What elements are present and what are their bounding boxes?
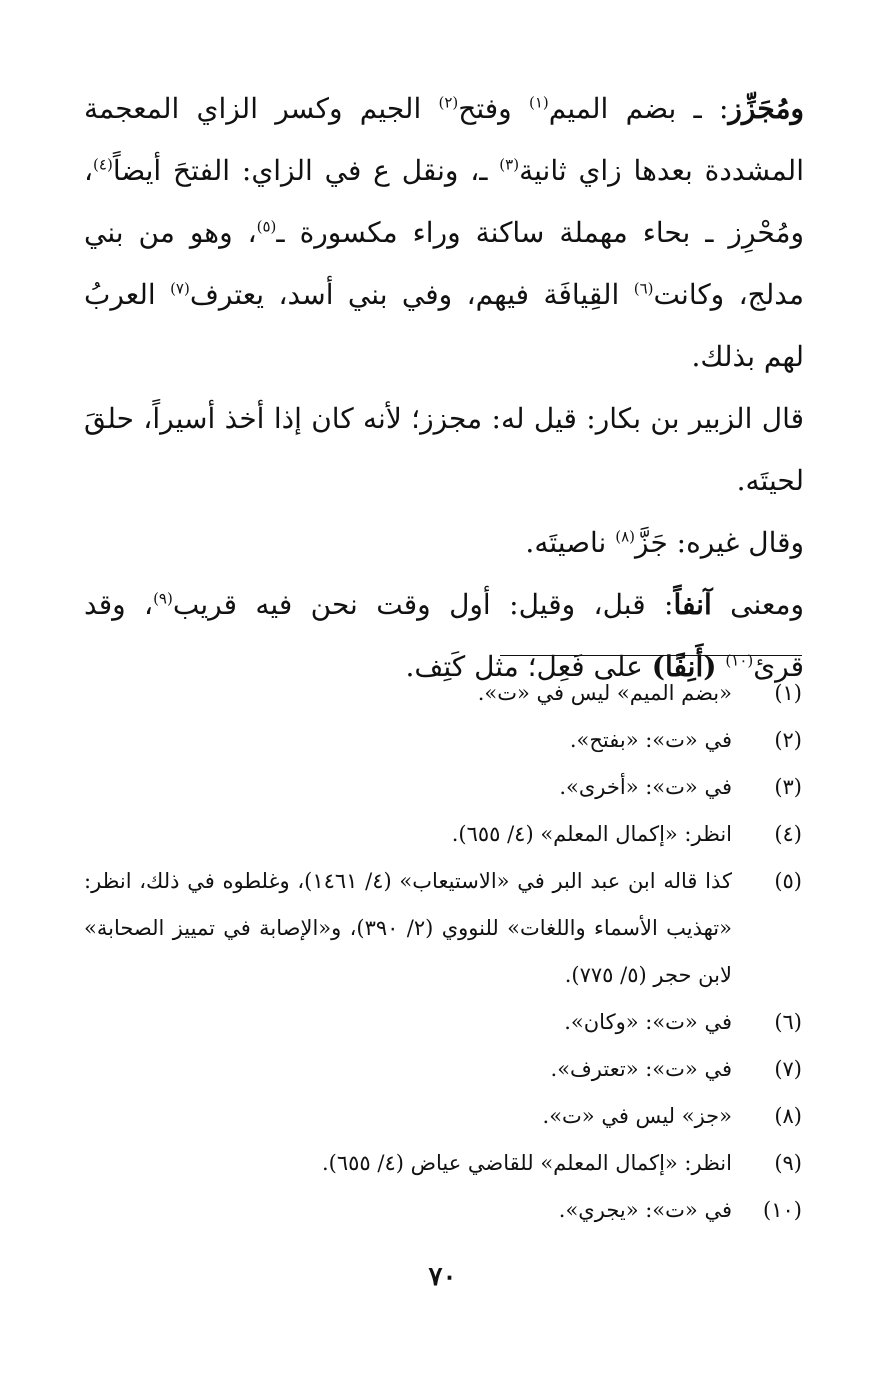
quran-reading: (أَنِفًا) [651,650,717,683]
footnote-ref-3: (٣) [499,155,520,174]
footnote-separator [500,655,802,656]
footnote [84,1187,802,1234]
paragraph-mujazziz: ومُجَزِّز: ـ بضم الميم$^{(١)}$ وفتح$^{(٢)}$ الجيم وكسر الزاي المعجمة المشددة بعدها زاي ثانية$^{(٣)}$ ـ، ونقل ع في الزاي: الفتحَ أيضاً$^{(٤)}$، ومُحْرِز ـ بحاء مهملة ساكنة وراء مكسورة ـ$^{(٥)}$، وهو من بني مدلج، وكانت$^{(٦)}$ القِيافَة فيهم، وفي بني أسد، يعترف$^{(٧)}$ العربُ لهم بذلك. [84,92,804,373]
footnote [84,999,802,1046]
footnote-text: كذا قاله ابن عبد البر في «الاستيعاب» (٤/ ١٤٦١)، وغلطوه في ذلك، انظر: «تهذيب الأسماء واللغات» للنووي (٢/ ٣٩٠)، و«الإصابة في تمييز الصحابة» لابن حجر (٥/ ٧٧٥). [84,869,732,987]
footnote [84,717,802,764]
footnote [84,670,802,717]
footnote-ref-2: (٢) [438,93,459,112]
footnote-number: (٢) [774,728,802,752]
paragraph-anifan: ومعنى آنفاً: قبل، وقيل: أول وقت نحن فيه قريب$^{(٩)}$، وقد قرئ$^{(١٠)}$ (أَنِفًا) على فَعِل؛ مثل كَتِف. [84,588,804,683]
footnote-number: (٦) [774,1010,802,1034]
footnote-text: انظر: «إكمال المعلم» (٤/ ٦٥٥). [451,822,732,846]
footnote-ref-6: (٦) [633,279,654,298]
footnote [84,1140,802,1187]
footnote-text: انظر: «إكمال المعلم» للقاضي عياض (٤/ ٦٥٥). [321,1151,732,1175]
footnote-text: في «ت»: «وكان». [564,1010,732,1034]
footnotes [84,670,802,1234]
footnote-text: في «ت»: «تعترف». [550,1057,732,1081]
footnote-text: في «ت»: «بفتح». [569,728,732,752]
footnote-number: (٨) [774,1104,802,1128]
footnote [84,858,802,999]
footnote-ref-7: (٧) [170,279,190,298]
footnote [84,811,802,858]
footnote [84,764,802,811]
footnote-text: «جز» ليس في «ت». [542,1104,732,1128]
footnote-ref-9: (٩) [153,589,173,608]
footnote-ref-5: (٥) [256,217,277,236]
footnote-number: (٣) [774,775,802,799]
paragraph-other-saying: وقال غيره: جَزَّ$^{(٨)}$ ناصيتَه. [525,526,804,559]
footnote [84,1046,802,1093]
headword-mujazziz: ومُجَزِّز [728,92,804,125]
main-text [84,78,804,698]
footnote-number: (١) [774,681,802,705]
footnote-number: (٥) [774,869,802,893]
footnote-number: (٤) [774,822,802,846]
footnote-number: (٩) [774,1151,802,1175]
footnote-ref-10: (١٠) [725,651,754,670]
footnote-text: «بضم الميم» ليس في «ت». [477,681,732,705]
footnote-ref-4: (٤) [93,155,113,174]
footnote-ref-8: (٨) [615,527,636,546]
footnote-ref-1: (١) [528,93,549,112]
headword-anifan: آنفاً [673,588,712,621]
footnote-number: (١٠) [763,1198,802,1222]
footnote-text: في «ت»: «يجري». [558,1198,732,1222]
page-number: ٧٠ [428,1262,457,1292]
footnote-number: (٧) [774,1057,802,1081]
footnote [84,1093,802,1140]
paragraph-zubayr: قال الزبير بن بكار: قيل له: مجزز؛ لأنه كان إذا أخذ أسيراً، حلقَ لحيتَه. [84,402,804,497]
footnote-text: في «ت»: «أخرى». [559,775,732,799]
